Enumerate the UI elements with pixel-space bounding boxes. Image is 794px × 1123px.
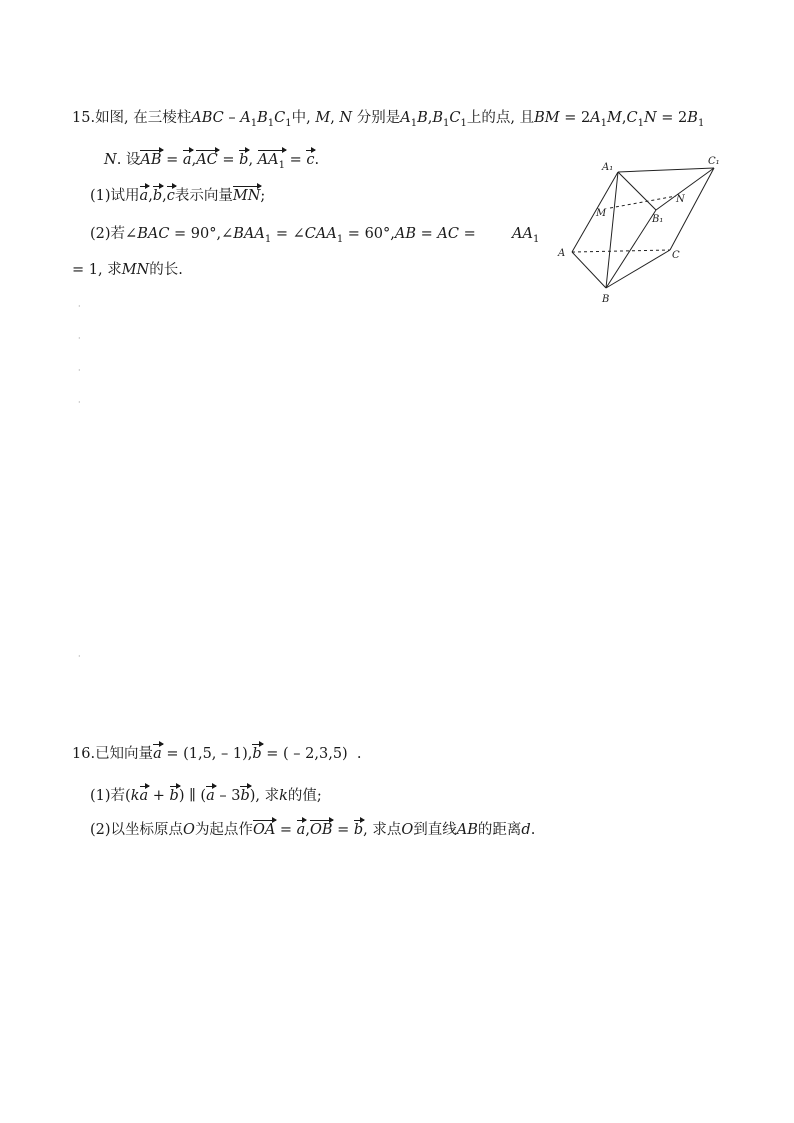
label-C1: C₁ (708, 156, 720, 167)
q15-part-2-cont: = 1, 求MN的长. (72, 262, 183, 278)
label-N: N (676, 194, 685, 205)
edge-A-C (572, 250, 670, 252)
q15-part-2-aa1: $AA_1$ (512, 226, 540, 245)
label-B1: B₁ (652, 214, 664, 225)
label-B: B (602, 294, 610, 305)
answer-space-mark: · (78, 398, 81, 407)
label-M: M (596, 208, 607, 219)
q15-part-1: (1)试用a,b,c表示向量MN; (90, 188, 266, 204)
answer-space-mark: · (78, 334, 81, 343)
segment-MN (610, 196, 676, 208)
q16-number: 16. (72, 746, 96, 762)
q16-line-1: 16.已知向量a = (1,5, – 1),b = ( – 2,3,5) . (72, 746, 362, 762)
q15-line-2: N. 设AB = a,AC = b, $AA_1 = c$. (104, 150, 319, 176)
edge-B1-C1 (656, 168, 714, 210)
q15-line-1: 15.如图, 在三棱柱ABC – $A_1B_1C_1$中, M, N 分别是$A_1B,B_1C_1$上的点, 且BM = $2A_1M,C_1N = 2B_1$ (72, 110, 705, 129)
prism-figure (552, 150, 722, 310)
edge-C1-C (670, 168, 714, 250)
edge-A1-C1 (618, 168, 714, 172)
label-C: C (672, 250, 680, 261)
answer-space-mark: · (78, 366, 81, 375)
label-A: A (558, 248, 566, 259)
edge-A-B (572, 252, 606, 288)
edge-A1-B1 (618, 172, 656, 210)
answer-space-mark: · (78, 652, 81, 661)
q16-part-2: (2)以坐标原点O为起点作OA = a,OB = b, 求点O到直线AB的距离d. (90, 822, 536, 838)
q15-number: 15. (72, 110, 96, 126)
edge-B-B1 (606, 210, 656, 288)
edge-B-C (606, 250, 670, 288)
label-A1: A₁ (602, 162, 614, 173)
q15-part-2: (2)若∠BAC = $90^\circ,\angle BAA_1$ = $\angle CAA_1 = 60^\circ,AB$ = AC = (90, 226, 476, 245)
q16-part-1: (1)若(ka + b) ∥ (a – 3b), 求k的值; (90, 788, 322, 804)
answer-space-mark: · (78, 302, 81, 311)
